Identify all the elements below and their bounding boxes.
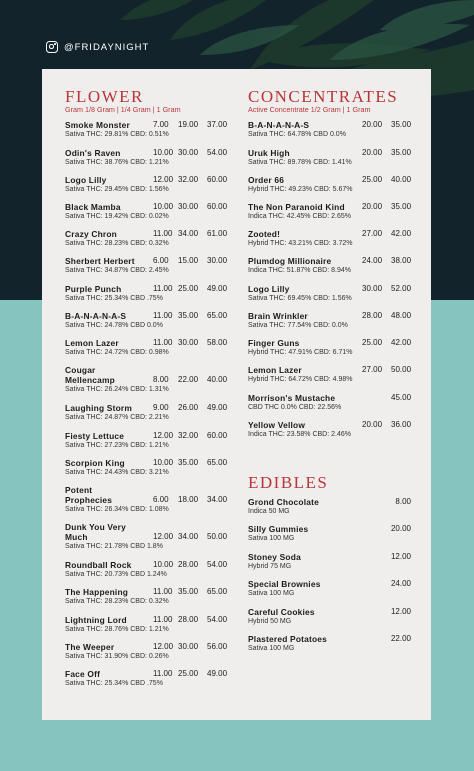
- item-price: 12.00: [153, 175, 174, 184]
- item-detail: Sativa THC: 69.45% CBD: 1.56%: [248, 295, 352, 302]
- item-detail: Sativa THC: 25.34% CBD .75%: [65, 680, 163, 687]
- flower-item: [65, 120, 230, 139]
- item-price: 11.00: [153, 338, 173, 347]
- item-price: 8.00: [153, 375, 169, 384]
- item-price: 65.00: [207, 458, 228, 467]
- item-price: 25.00: [178, 669, 199, 678]
- item-price: 30.00: [362, 284, 383, 293]
- item-detail: Indica 50 MG: [248, 508, 290, 515]
- edible-item: [248, 607, 411, 626]
- item-name: Careful Cookies: [248, 607, 315, 617]
- item-name: Odin's Raven: [65, 148, 121, 158]
- item-price: 36.00: [391, 420, 412, 429]
- item-name: Finger Guns: [248, 338, 300, 348]
- item-detail: Hybrid 75 MG: [248, 563, 292, 570]
- item-price: 24.00: [362, 256, 383, 265]
- item-price: 30.00: [207, 256, 228, 265]
- item-price: 35.00: [178, 458, 199, 467]
- item-price: 49.00: [207, 284, 228, 293]
- item-price: 49.00: [207, 403, 228, 412]
- item-price: 25.00: [178, 284, 199, 293]
- item-name: Fiesty Lettuce: [65, 431, 125, 441]
- item-name: The Non Paranoid Kind: [248, 202, 345, 212]
- item-price: 9.00: [153, 403, 169, 412]
- item-name: Face Off: [65, 669, 101, 679]
- flower-subtitle: Gram 1/8 Gram | 1/4 Gram | 1 Gram: [65, 105, 181, 114]
- item-price: 56.00: [207, 642, 228, 651]
- item-price: 6.00: [153, 495, 169, 504]
- item-price: 19.00: [178, 120, 199, 129]
- item-price: 11.00: [153, 229, 173, 238]
- item-detail: Sativa THC: 64.78% CBD 0.0%: [248, 131, 346, 138]
- item-detail: Hybrid THC: 64.72% CBD: 4.98%: [248, 376, 353, 383]
- item-price: 20.00: [390, 524, 411, 533]
- item-detail: Sativa THC: 24.78% CBD 0.0%: [65, 322, 163, 329]
- item-detail: Hybrid THC: 49.23% CBD: 5.67%: [248, 186, 353, 193]
- item-price: 54.00: [207, 560, 228, 569]
- item-detail: Sativa THC: 89.78% CBD: 1.41%: [248, 159, 352, 166]
- concentrate-item: [248, 175, 411, 194]
- item-price: 24.00: [390, 579, 411, 588]
- concentrate-item: [248, 229, 411, 248]
- item-detail: Sativa THC: 21.78% CBD 1.8%: [65, 543, 163, 550]
- social-handle[interactable]: [46, 41, 149, 53]
- flower-item: [65, 669, 230, 688]
- item-name: The Happening: [65, 587, 129, 597]
- item-price: 42.00: [391, 229, 412, 238]
- item-price: 35.00: [178, 587, 199, 596]
- item-price: 11.00: [153, 615, 173, 624]
- item-price: 38.00: [391, 256, 412, 265]
- item-detail: Sativa THC: 29.45% CBD: 1.56%: [65, 186, 169, 193]
- item-price: 35.00: [391, 120, 412, 129]
- item-detail: Hybrid 50 MG: [248, 618, 292, 625]
- item-price: 10.00: [153, 560, 174, 569]
- item-price: 22.00: [178, 375, 199, 384]
- concentrates-subtitle: Active Concentrate 1/2 Gram | 1 Gram: [248, 105, 371, 114]
- item-price: 20.00: [362, 420, 383, 429]
- item-price: 7.00: [153, 120, 169, 129]
- item-name: Order 66: [248, 175, 285, 185]
- item-detail: Sativa THC: 20.73% CBD 1.24%: [65, 571, 167, 578]
- item-price: 25.00: [362, 338, 383, 347]
- item-price: 65.00: [207, 311, 228, 320]
- item-price: 20.00: [362, 120, 383, 129]
- item-price: 26.00: [178, 403, 199, 412]
- item-detail: Sativa 100 MG: [248, 645, 295, 652]
- item-name: Yellow Vellow: [248, 420, 306, 430]
- flower-heading: FLOWER: [65, 87, 144, 106]
- item-price: 20.00: [362, 202, 383, 211]
- item-price: 8.00: [395, 497, 411, 506]
- item-price: 25.00: [362, 175, 383, 184]
- item-price: 12.00: [153, 642, 174, 651]
- item-price: 20.00: [362, 148, 383, 157]
- item-name: Black Mamba: [65, 202, 121, 212]
- item-name: Lemon Lazer: [65, 338, 119, 348]
- item-price: 27.00: [362, 365, 383, 374]
- edible-item: [248, 634, 411, 653]
- item-price: 28.00: [178, 560, 199, 569]
- item-price: 35.00: [391, 148, 412, 157]
- item-name: Plumdog Millionaire: [248, 256, 332, 266]
- item-name: Uruk High: [248, 148, 290, 158]
- item-name: Potent Prophecies: [65, 485, 113, 505]
- menu-card: [42, 69, 431, 720]
- item-price: 32.00: [178, 431, 199, 440]
- item-name: Special Brownies: [248, 579, 321, 589]
- item-name: Silly Gummies: [248, 524, 309, 534]
- item-price: 10.00: [153, 458, 174, 467]
- item-name: Brain Wrinkler: [248, 311, 308, 321]
- item-price: 11.00: [153, 587, 173, 596]
- item-detail: Sativa THC: 24.72% CBD: 0.98%: [65, 349, 169, 356]
- item-price: 34.00: [178, 229, 199, 238]
- item-detail: Sativa THC: 26.34% CBD: 1.08%: [65, 506, 169, 513]
- item-name: The Weeper: [65, 642, 115, 652]
- item-price: 65.00: [207, 587, 228, 596]
- flower-item: [65, 587, 230, 606]
- item-name: Logo Lilly: [248, 284, 290, 294]
- item-name: Crazy Chron: [65, 229, 117, 239]
- item-price: 30.00: [178, 202, 199, 211]
- flower-item: [65, 485, 230, 514]
- concentrate-item: [248, 338, 411, 357]
- item-price: 35.00: [178, 311, 199, 320]
- item-detail: Sativa THC: 38.76% CBD: 1.21%: [65, 159, 169, 166]
- item-name: Sherbert Herbert: [65, 256, 135, 266]
- flower-item: [65, 365, 230, 394]
- item-price: 30.00: [178, 642, 199, 651]
- item-detail: Sativa THC: 28.23% CBD: 0.32%: [65, 240, 169, 247]
- item-detail: Sativa 100 MG: [248, 590, 295, 597]
- flower-item: [65, 311, 230, 330]
- flower-item: [65, 338, 230, 357]
- item-price: 27.00: [362, 229, 383, 238]
- edible-item: [248, 552, 411, 571]
- item-price: 10.00: [153, 202, 174, 211]
- flower-item: [65, 284, 230, 303]
- item-price: 30.00: [178, 338, 199, 347]
- item-price: 28.00: [178, 615, 199, 624]
- item-price: 60.00: [207, 202, 228, 211]
- item-price: 34.00: [178, 532, 199, 541]
- item-name: Lemon Lazer: [248, 365, 302, 375]
- item-detail: Sativa THC: 19.42% CBD: 0.02%: [65, 213, 169, 220]
- item-detail: Sativa 100 MG: [248, 535, 295, 542]
- item-price: 22.00: [390, 634, 411, 643]
- item-price: 18.00: [178, 495, 199, 504]
- flower-item: [65, 560, 230, 579]
- item-name: Purple Punch: [65, 284, 122, 294]
- item-detail: Sativa THC: 25.34% CBD .75%: [65, 295, 163, 302]
- item-price: 6.00: [153, 256, 169, 265]
- flower-item: [65, 642, 230, 661]
- item-name: Cougar Mellencamp: [65, 365, 115, 385]
- item-price: 12.00: [153, 532, 174, 541]
- flower-item: [65, 431, 230, 450]
- item-detail: Sativa THC: 27.23% CBD: 1.21%: [65, 442, 169, 449]
- item-price: 34.00: [207, 495, 228, 504]
- item-price: 37.00: [207, 120, 228, 129]
- edibles-heading: EDIBLES: [248, 473, 329, 492]
- edible-item: [248, 497, 411, 516]
- item-price: 12.00: [390, 607, 411, 616]
- item-price: 54.00: [207, 148, 228, 157]
- item-price: 11.00: [153, 284, 173, 293]
- item-name: Scorpion King: [65, 458, 125, 468]
- item-name: Smoke Monster: [65, 120, 130, 130]
- item-price: 10.00: [153, 148, 174, 157]
- item-price: 12.00: [390, 552, 411, 561]
- item-price: 28.00: [362, 311, 383, 320]
- flower-item: [65, 615, 230, 634]
- item-detail: Indica THC: 23.58% CBD: 2.46%: [248, 431, 351, 438]
- flower-item: [65, 148, 230, 167]
- flower-item: [65, 403, 230, 422]
- item-detail: Indica THC: 51.87% CBD: 8.94%: [248, 267, 351, 274]
- item-name: B-A-N-A-N-A-S: [65, 311, 127, 321]
- item-price: 49.00: [207, 669, 228, 678]
- item-name: Stoney Soda: [248, 552, 301, 562]
- item-name: Lightning Lord: [65, 615, 127, 625]
- item-price: 11.00: [153, 669, 173, 678]
- item-detail: Hybrid THC: 47.91% CBD: 6.71%: [248, 349, 353, 356]
- item-price: 50.00: [391, 365, 412, 374]
- concentrate-item: [248, 120, 411, 139]
- item-name: Plastered Potatoes: [248, 634, 328, 644]
- item-detail: Sativa THC: 28.76% CBD: 1.21%: [65, 626, 169, 633]
- concentrate-item: [248, 256, 411, 275]
- item-detail: Sativa THC: 29.81% CBD: 0.51%: [65, 131, 169, 138]
- item-price: 45.00: [391, 393, 412, 402]
- concentrate-item: [248, 202, 411, 221]
- item-detail: Sativa THC: 24.43% CBD: 3.21%: [65, 469, 169, 476]
- item-price: 50.00: [207, 532, 228, 541]
- item-detail: Hybrid THC: 43.21% CBD: 3.72%: [248, 240, 353, 247]
- item-detail: Indica THC: 42.45% CBD: 2.65%: [248, 213, 351, 220]
- concentrate-item: [248, 365, 411, 384]
- concentrate-item: [248, 284, 411, 303]
- item-price: 54.00: [207, 615, 228, 624]
- item-price: 15.00: [178, 256, 199, 265]
- item-name: Zooted!: [248, 229, 281, 239]
- item-price: 12.00: [153, 431, 174, 440]
- item-price: 35.00: [391, 202, 412, 211]
- item-detail: Sativa THC: 34.87% CBD: 2.45%: [65, 267, 169, 274]
- item-name: Grond Chocolate: [248, 497, 319, 507]
- flower-item: [65, 175, 230, 194]
- item-price: 30.00: [178, 148, 199, 157]
- flower-item: [65, 256, 230, 275]
- item-price: 48.00: [391, 311, 412, 320]
- concentrate-item: [248, 393, 411, 412]
- item-name: Morrison's Mustache: [248, 393, 336, 403]
- item-price: 60.00: [207, 175, 228, 184]
- flower-item: [65, 202, 230, 221]
- item-detail: Sativa THC: 24.87% CBD: 2.21%: [65, 414, 169, 421]
- flower-item: [65, 458, 230, 477]
- item-name: Logo Lilly: [65, 175, 107, 185]
- item-detail: Sativa THC: 31.90% CBD: 0.26%: [65, 653, 169, 660]
- social-handle-text: @FRIDAYNIGHT: [64, 41, 150, 53]
- item-name: B-A-N-A-N-A-S: [248, 120, 310, 130]
- item-price: 32.00: [178, 175, 199, 184]
- concentrate-item: [248, 311, 411, 330]
- item-price: 40.00: [207, 375, 228, 384]
- item-price: 58.00: [207, 338, 228, 347]
- item-detail: CBD THC 0.0% CBD: 22.56%: [248, 404, 342, 411]
- item-price: 11.00: [153, 311, 173, 320]
- item-name: Roundball Rock: [65, 560, 132, 570]
- item-price: 61.00: [207, 229, 228, 238]
- flower-item: [65, 229, 230, 248]
- item-price: 60.00: [207, 431, 228, 440]
- item-price: 52.00: [391, 284, 412, 293]
- concentrate-item: [248, 148, 411, 167]
- item-price: 42.00: [391, 338, 412, 347]
- item-detail: Sativa THC: 26.24% CBD: 1.31%: [65, 386, 169, 393]
- item-price: 40.00: [391, 175, 412, 184]
- item-detail: Sativa THC: 77.54% CBD: 0.0%: [248, 322, 348, 329]
- item-detail: Sativa THC: 28.23% CBD: 0.32%: [65, 598, 169, 605]
- concentrate-item: [248, 420, 411, 439]
- concentrates-heading: CONCENTRATES: [248, 87, 399, 106]
- instagram-icon: [46, 41, 58, 53]
- item-name: Laughing Storm: [65, 403, 133, 413]
- flower-item: [65, 522, 230, 551]
- edible-item: [248, 524, 411, 543]
- item-name: Dunk You Very Much: [65, 522, 126, 542]
- edible-item: [248, 579, 411, 598]
